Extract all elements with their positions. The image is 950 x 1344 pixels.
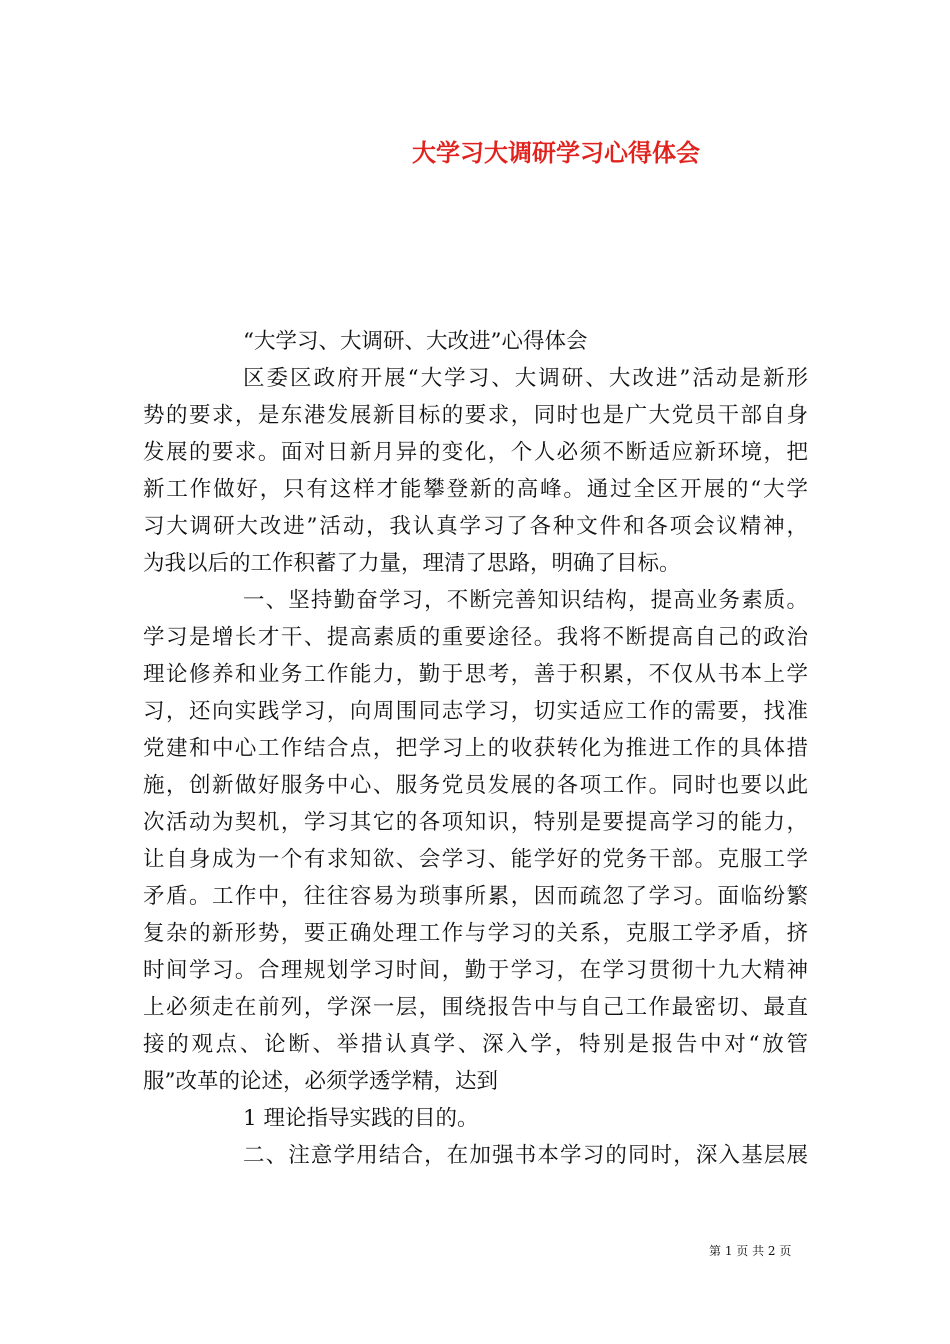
- body-line: 势的要求，是东港发展新目标的要求，同时也是广大党员干部自身: [143, 403, 808, 428]
- body-line: 党建和中心工作结合点，把学习上的收获转化为推进工作的具体措: [143, 736, 808, 761]
- body-line: 二、注意学用结合，在加强书本学习的同时，深入基层展: [243, 1143, 808, 1168]
- body-line: 发展的要求。面对日新月异的变化，个人必须不断适应新环境，把: [143, 440, 808, 465]
- document-title: 大学习大调研学习心得体会: [412, 138, 700, 167]
- body-line: 新工作做好，只有这样才能攀登新的高峰。通过全区开展的“大学: [143, 477, 808, 502]
- body-line: 一、坚持勤奋学习，不断完善知识结构，提高业务素质。: [243, 588, 808, 613]
- body-line: 习，还向实践学习，向周围同志学习，切实适应工作的需要，找准: [143, 699, 808, 724]
- body-line: 次活动为契机，学习其它的各项知识，特别是要提高学习的能力，: [143, 810, 808, 835]
- body-line: 矛盾。工作中，往往容易为琐事所累，因而疏忽了学习。面临纷繁: [143, 884, 808, 909]
- body-line: 学习是增长才干、提高素质的重要途径。我将不断提高自己的政治: [143, 625, 808, 650]
- page-number: 第 1 页 共 2 页: [709, 1244, 792, 1258]
- body-line: 接的观点、论断、举措认真学、深入学，特别是报告中对“放管: [143, 1032, 808, 1057]
- body-line: 施，创新做好服务中心、服务党员发展的各项工作。同时也要以此: [143, 773, 808, 798]
- body-line: 时间学习。合理规划学习时间，勤于学习，在学习贯彻十九大精神: [143, 958, 808, 983]
- body-line: 复杂的新形势，要正确处理工作与学习的关系，克服工学矛盾，挤: [143, 921, 808, 946]
- body-line: 服”改革的论述，必须学透学精，达到: [143, 1069, 498, 1094]
- body-line: 区委区政府开展“大学习、大调研、大改进”活动是新形: [243, 366, 808, 391]
- body-line: 1 理论指导实践的目的。: [243, 1106, 479, 1131]
- body-line: “大学习、大调研、大改进”心得体会: [243, 329, 588, 354]
- document-body: [143, 323, 808, 1174]
- body-line: 习大调研大改进”活动，我认真学习了各种文件和各项会议精神，: [143, 514, 808, 539]
- body-line: 理论修养和业务工作能力，勤于思考，善于积累，不仅从书本上学: [143, 662, 808, 687]
- body-line: 上必须走在前列，学深一层，围绕报告中与自己工作最密切、最直: [143, 995, 808, 1020]
- body-line: 为我以后的工作积蓄了力量，理清了思路，明确了目标。: [143, 551, 681, 576]
- body-line: 让自身成为一个有求知欲、会学习、能学好的党务干部。克服工学: [143, 847, 808, 872]
